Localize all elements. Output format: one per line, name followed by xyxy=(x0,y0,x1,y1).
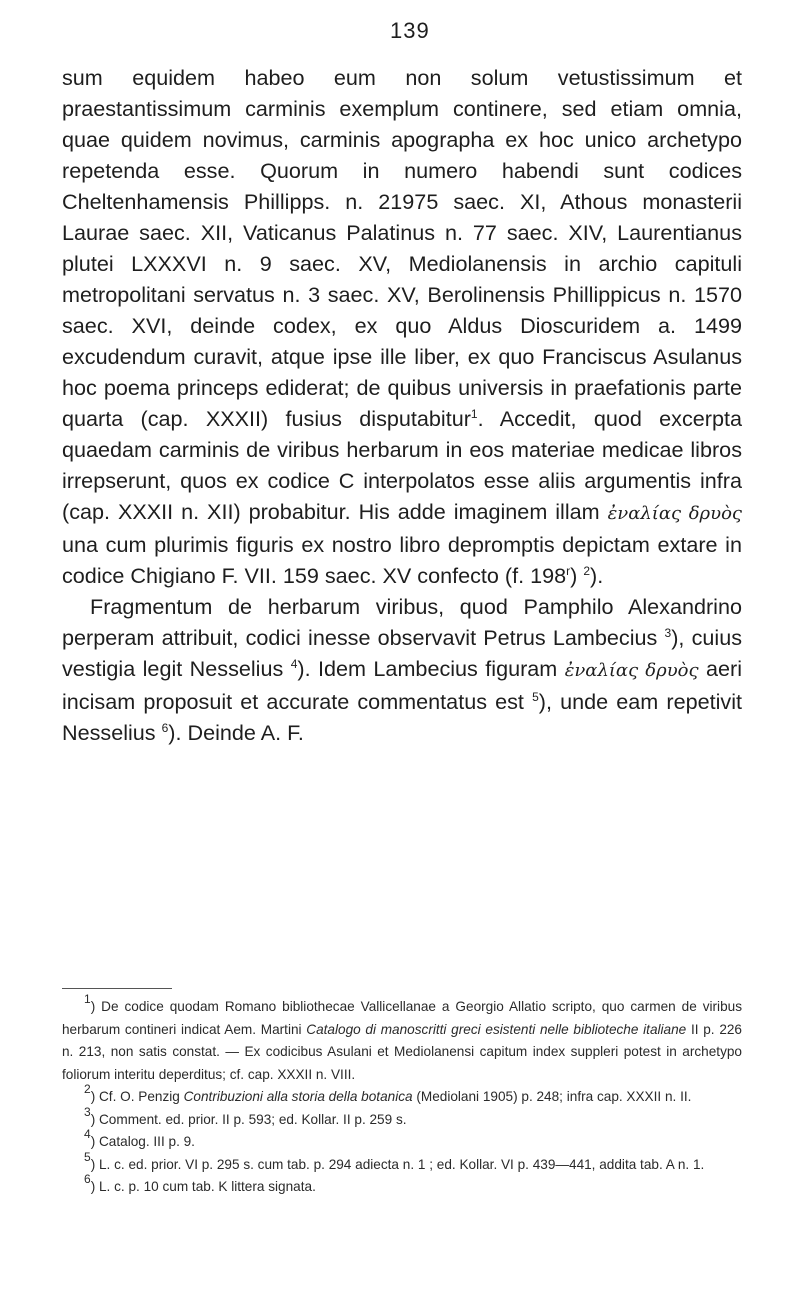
footnote-ref: 4 xyxy=(290,657,298,671)
footnote-ref: 1 xyxy=(470,407,478,421)
footnote-3: $^3$) Comment. ed. prior. II p. 593; ed. Kollar. II p. 259 s. xyxy=(84,1104,407,1127)
footnote-4: $^4$) Catalog. III p. 9. xyxy=(84,1127,195,1149)
footnote-divider xyxy=(62,988,172,989)
footnote-ref: 3 xyxy=(664,626,672,640)
greek-phrase: ἐναλίας δρυὸς xyxy=(607,503,742,524)
footnote-5: $^5$) L. c. ed. prior. VI p. 295 s. cum tab. p. 294 adiecta n. 1 ; ed. Kollar. VI p. 439—441, addita tab. A n. 1. xyxy=(84,1149,705,1172)
footnote-1: $^1$) De codice quodam Romano bibliothecae Vallicellanae a Georgio Allatio scripto, quo carmen de viribus herbarum contineri indicat Aem. Martini Catalogo di manoscritti greci esistenti nelle biblioteche italiane II p. 226 n. 213, non satis constat. — Ex codicibus Asulani et Mediolanensi capitum index suppleri potest in archetypo foliorum interitu deperditus; cf. cap. XXXII n. VIII. xyxy=(62,992,742,1082)
paragraph-2: Fragmentum de herbarum viribus, quod Pamphilo Alexandrino perperam attribuit, codici inesse observavit Petrus Lambecius $^3$), cuius vestigia legit Nesselius $^4$). Idem Lambecius figuram ἐναλίας δρυὸς aeri incisam proposuit et accurate commentatus est $^5$), unde eam repetivit Nesselius $^6$). Deinde A. F. xyxy=(62,594,743,745)
footnote-6: $^6$) L. c. p. 10 cum tab. K littera signata. xyxy=(84,1172,316,1194)
footnote-ref: 2 xyxy=(583,564,591,578)
footnote-2: $^2$) Cf. O. Penzig Contribuzioni alla storia della botanica (Mediolani 1905) p. 248; infra cap. XXXII n. II. xyxy=(84,1082,692,1104)
page-number: 139 xyxy=(390,18,430,43)
greek-phrase: ἐναλίας δρυὸς xyxy=(564,660,699,681)
superscript: r xyxy=(566,564,571,578)
paragraph-1: sum equidem habeo eum non solum vetustissimum et praestantissimum carminis exemplum continere, sed etiam omnia, quae quidem novimus, carminis apographa ex hoc unico archetypo repetenda esse. Quorum in numero habendi sunt codices Cheltenhamensis Phillipps. n. 21975 saec. XI, Athous monasterii Laurae saec. XII, Vaticanus Palatinus n. 77 saec. XIV, Laurentianus plutei LXXXVI n. 9 saec. XV, Mediolanensis in archio capituli metropolitani servatus n. 3 saec. XV, Berolinensis Phillippicus n. 1570 saec. XVI, deinde codex, ex quo Aldus Dioscuridem a. 1499 excudendum curavit, atque ipse ille liber, ex quo Franciscus Asulanus hoc poema princeps ediderat; de quibus universis in praefationis parte quarta (cap. XXXII) fusius disputabitur$^1$. Accedit, quod excerpta quaedam carminis de viribus herbarum in eos materiae medicae libros irrepserunt, quos ex codice C interpolatos esse aliis argumentis infra (cap. XXXII n. XII) probabitur. His adde imaginem illam ἐναλίας δρυὸς una cum plurimis figuris ex nostro libro depromptis depictam extare in codice Chigiano F. VII. 159 saec. XV confecto (f. 198$^r$) $^2$). xyxy=(62,65,742,588)
footnote-ref: 5 xyxy=(532,690,539,704)
footnote-ref: 6 xyxy=(161,721,169,735)
footnotes xyxy=(62,992,742,1199)
main-text xyxy=(62,62,742,748)
